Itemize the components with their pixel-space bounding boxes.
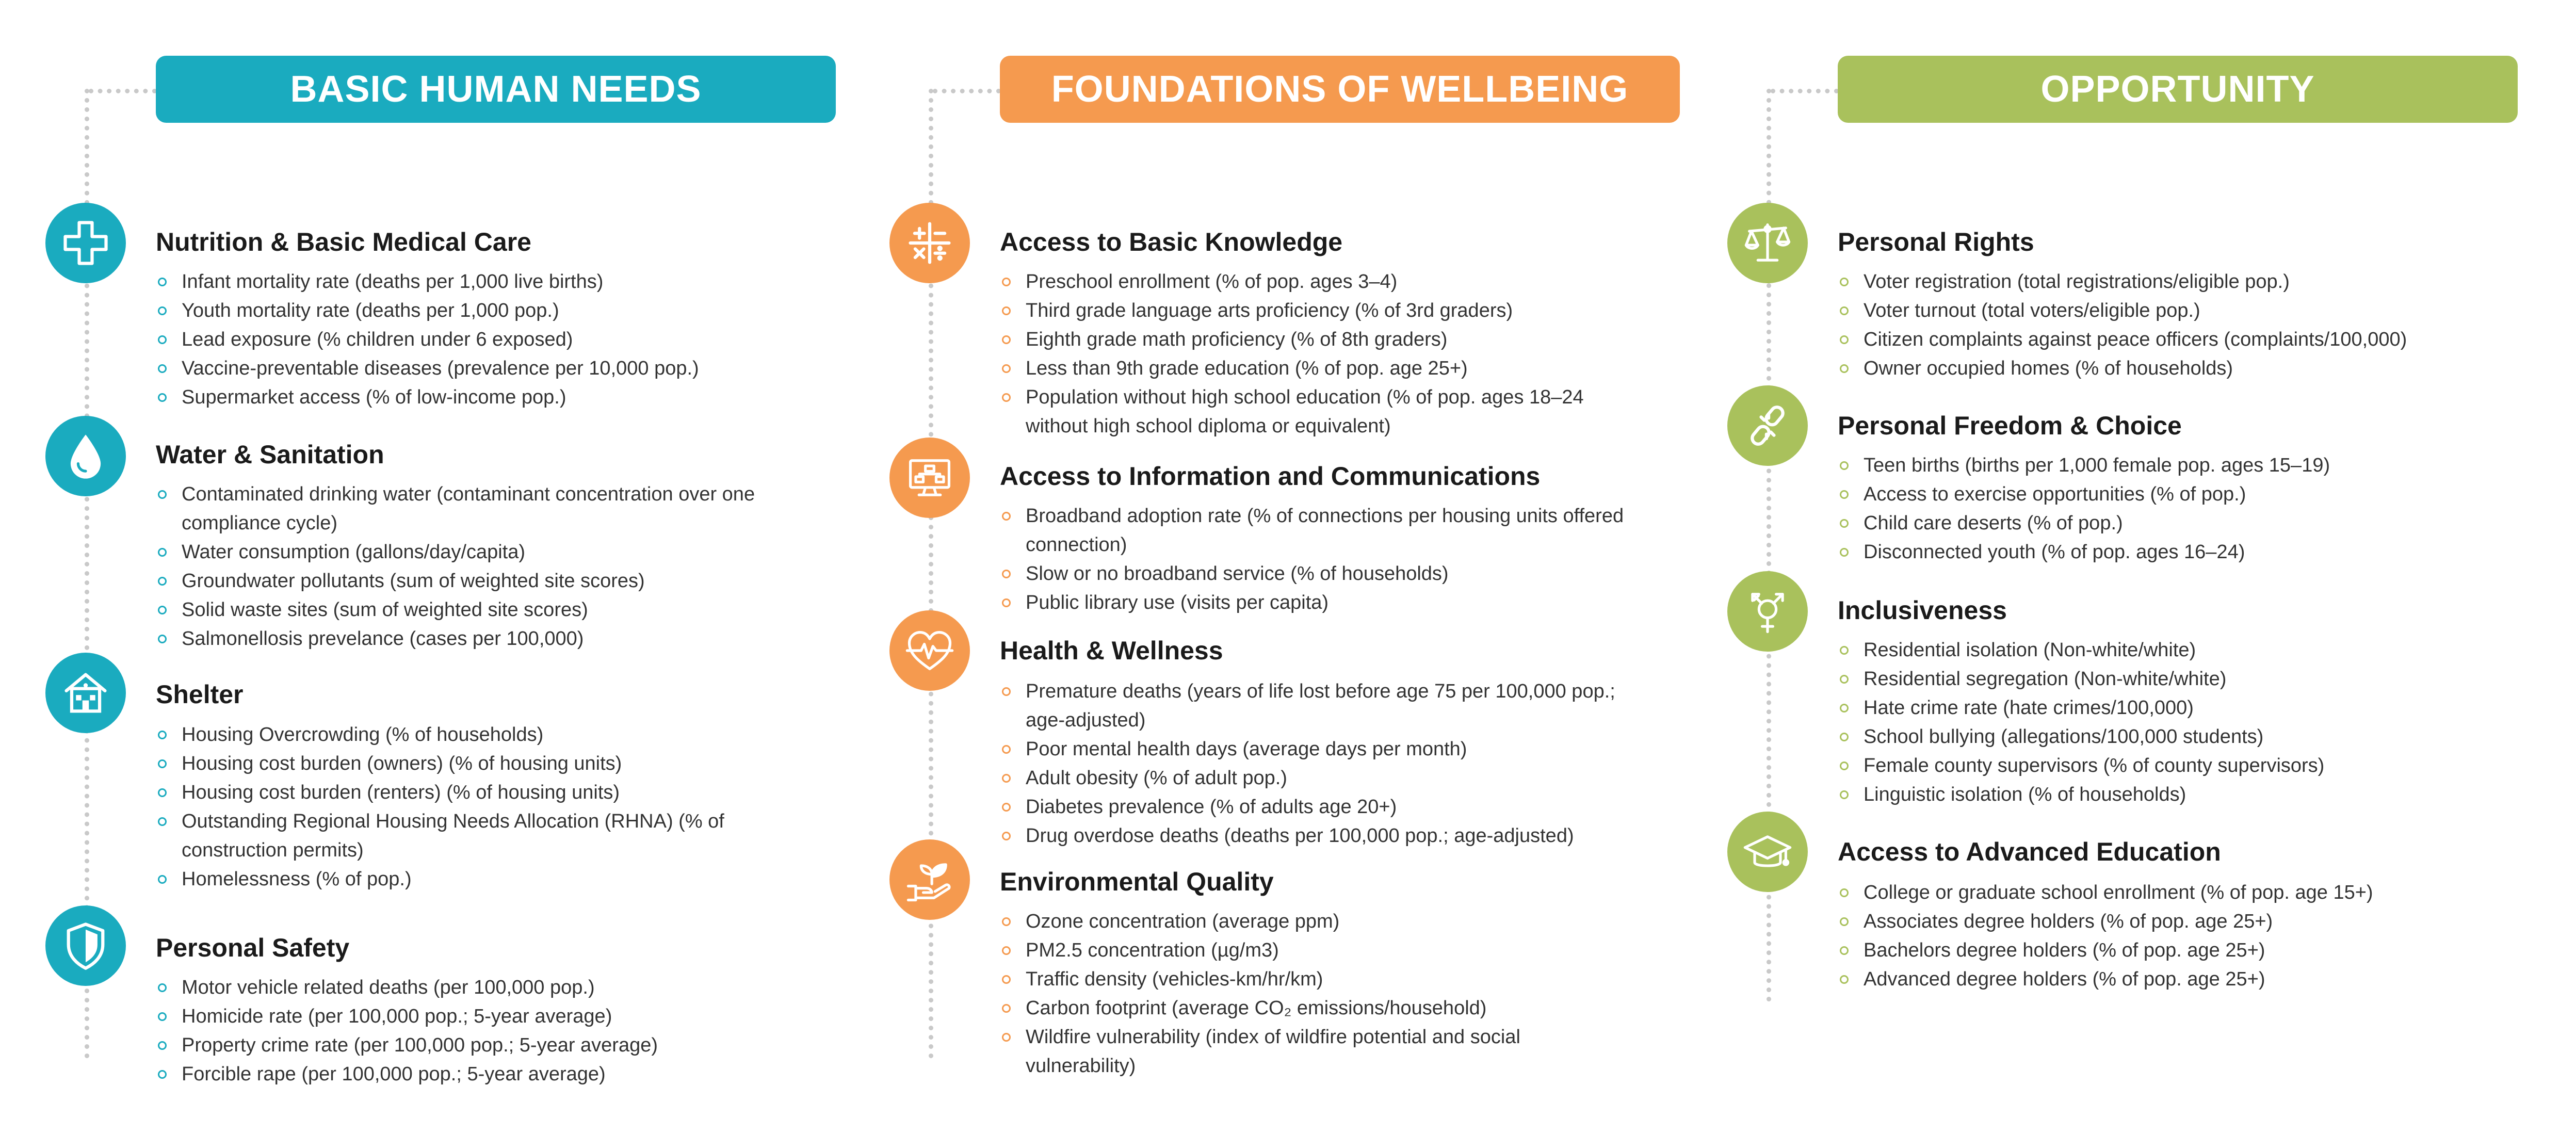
indicator-list bbox=[1838, 451, 2529, 566]
category-title: Personal Freedom & Choice bbox=[1838, 411, 2182, 440]
plant-hand-icon bbox=[889, 839, 970, 920]
indicator-item: Advanced degree holders (% of pop. age 25+) bbox=[1838, 965, 2529, 994]
gender-symbols-icon bbox=[1727, 571, 1808, 652]
indicator-item: Citizen complaints against peace officers (complaints/100,000) bbox=[1838, 325, 2529, 354]
indicator-list bbox=[156, 480, 801, 653]
connector-line bbox=[1771, 89, 1839, 93]
indicator-item: Salmonellosis prevelance (cases per 100,000) bbox=[156, 624, 801, 653]
scales-icon bbox=[1727, 203, 1808, 283]
indicator-item: Eighth grade math proficiency (% of 8th graders) bbox=[1000, 325, 1650, 354]
indicator-list bbox=[156, 267, 847, 412]
indicator-list bbox=[156, 720, 775, 894]
indicator-list bbox=[1000, 677, 1655, 850]
column-banner: FOUNDATIONS OF WELLBEING bbox=[1000, 56, 1680, 123]
indicator-list bbox=[156, 973, 847, 1089]
connector-line bbox=[933, 89, 1001, 93]
indicator-item: Premature deaths (years of life lost before age 75 per 100,000 pop.; age-adjusted) bbox=[1000, 677, 1655, 735]
indicator-list bbox=[1838, 267, 2529, 383]
category-title: Personal Safety bbox=[156, 933, 350, 962]
category-title: Nutrition & Basic Medical Care bbox=[156, 228, 531, 256]
indicator-item: Homicide rate (per 100,000 pop.; 5-year average) bbox=[156, 1002, 847, 1031]
indicator-item: Public library use (visits per capita) bbox=[1000, 588, 1645, 617]
indicator-item: Less than 9th grade education (% of pop. age 25+) bbox=[1000, 354, 1650, 383]
house-icon bbox=[45, 653, 126, 733]
indicator-item: Homelessness (% of pop.) bbox=[156, 865, 775, 894]
indicator-item: Residential segregation (Non-white/white) bbox=[1838, 665, 2529, 693]
indicator-item: Groundwater pollutants (sum of weighted site scores) bbox=[156, 566, 801, 595]
indicator-item: Slow or no broadband service (% of households) bbox=[1000, 559, 1645, 588]
indicator-item: Supermarket access (% of low-income pop.) bbox=[156, 383, 847, 412]
indicator-item: Linguistic isolation (% of households) bbox=[1838, 780, 2529, 809]
category-title: Shelter bbox=[156, 680, 244, 709]
indicator-item: Female county supervisors (% of county supervisors) bbox=[1838, 751, 2529, 780]
category-title: Access to Basic Knowledge bbox=[1000, 228, 1343, 256]
indicator-item: Preschool enrollment (% of pop. ages 3–4) bbox=[1000, 267, 1650, 296]
indicator-list bbox=[1000, 267, 1650, 441]
medical-cross-icon bbox=[45, 203, 126, 283]
connector-line bbox=[89, 89, 157, 93]
category-title: Access to Information and Communications bbox=[1000, 462, 1541, 491]
graduation-cap-icon bbox=[1727, 812, 1808, 892]
indicator-item: Population without high school education (% of pop. ages 18–24 without high school diploma or equivalent) bbox=[1000, 383, 1650, 441]
indicator-item: Traffic density (vehicles-km/hr/km) bbox=[1000, 965, 1583, 994]
indicator-item: College or graduate school enrollment (% of pop. age 15+) bbox=[1838, 878, 2529, 907]
column-banner: OPPORTUNITY bbox=[1838, 56, 2518, 123]
indicator-item: Outstanding Regional Housing Needs Allocation (RHNA) (% of construction permits) bbox=[156, 807, 775, 865]
indicator-item: Hate crime rate (hate crimes/100,000) bbox=[1838, 693, 2529, 722]
indicator-item: Bachelors degree holders (% of pop. age 25+) bbox=[1838, 936, 2529, 965]
indicator-list bbox=[1000, 907, 1583, 1080]
indicator-item: Wildfire vulnerability (index of wildfire potential and social vulnerability) bbox=[1000, 1023, 1583, 1080]
indicator-item: Water consumption (gallons/day/capita) bbox=[156, 538, 801, 566]
indicator-item: Contaminated drinking water (contaminant concentration over one compliance cycle) bbox=[156, 480, 801, 538]
indicator-item: Solid waste sites (sum of weighted site scores) bbox=[156, 595, 801, 624]
broken-chain-icon bbox=[1727, 385, 1808, 466]
indicator-item: Third grade language arts proficiency (% of 3rd graders) bbox=[1000, 296, 1650, 325]
indicator-item: Lead exposure (% children under 6 exposed) bbox=[156, 325, 847, 354]
indicator-item: Property crime rate (per 100,000 pop.; 5-year average) bbox=[156, 1031, 847, 1060]
indicator-item: PM2.5 concentration (µg/m3) bbox=[1000, 936, 1583, 965]
indicator-item: Associates degree holders (% of pop. age 25+) bbox=[1838, 907, 2529, 936]
category-title: Health & Wellness bbox=[1000, 636, 1223, 665]
heart-pulse-icon bbox=[889, 610, 970, 691]
column-opportunity bbox=[1682, 0, 2487, 1134]
indicator-item: Owner occupied homes (% of households) bbox=[1838, 354, 2529, 383]
indicator-item: Infant mortality rate (deaths per 1,000 live births) bbox=[156, 267, 847, 296]
indicator-item: Disconnected youth (% of pop. ages 16–24) bbox=[1838, 538, 2529, 566]
computer-monitor-icon bbox=[889, 438, 970, 518]
indicator-list bbox=[1838, 878, 2529, 994]
indicator-list bbox=[1838, 636, 2529, 809]
water-drop-icon bbox=[45, 416, 126, 496]
indicator-item: Ozone concentration (average ppm) bbox=[1000, 907, 1583, 936]
indicator-item: Voter registration (total registrations/eligible pop.) bbox=[1838, 267, 2529, 296]
indicator-item: Forcible rape (per 100,000 pop.; 5-year average) bbox=[156, 1060, 847, 1089]
indicator-item: School bullying (allegations/100,000 students) bbox=[1838, 722, 2529, 751]
indicator-item: Residential isolation (Non-white/white) bbox=[1838, 636, 2529, 665]
indicator-item: Housing cost burden (owners) (% of housing units) bbox=[156, 749, 775, 778]
indicator-item: Youth mortality rate (deaths per 1,000 pop.) bbox=[156, 296, 847, 325]
category-title: Environmental Quality bbox=[1000, 867, 1274, 896]
category-title: Inclusiveness bbox=[1838, 596, 2007, 625]
indicator-item: Diabetes prevalence (% of adults age 20+) bbox=[1000, 792, 1655, 821]
indicator-item: Housing cost burden (renters) (% of housing units) bbox=[156, 778, 775, 807]
indicator-item: Vaccine-preventable diseases (prevalence per 10,000 pop.) bbox=[156, 354, 847, 383]
indicator-item: Access to exercise opportunities (% of pop.) bbox=[1838, 480, 2529, 509]
indicator-item: Housing Overcrowding (% of households) bbox=[156, 720, 775, 749]
category-title: Access to Advanced Education bbox=[1838, 837, 2221, 866]
category-title: Water & Sanitation bbox=[156, 440, 384, 469]
indicator-item: Broadband adoption rate (% of connections per housing units offered connection) bbox=[1000, 501, 1645, 559]
indicator-item: Carbon footprint (average CO₂ emissions/household) bbox=[1000, 994, 1583, 1023]
column-banner: BASIC HUMAN NEEDS bbox=[156, 56, 836, 123]
column-basic-human-needs bbox=[0, 0, 805, 1134]
indicator-item: Teen births (births per 1,000 female pop. ages 15–19) bbox=[1838, 451, 2529, 480]
indicator-item: Motor vehicle related deaths (per 100,000 pop.) bbox=[156, 973, 847, 1002]
indicator-item: Drug overdose deaths (deaths per 100,000 pop.; age-adjusted) bbox=[1000, 821, 1655, 850]
indicator-item: Poor mental health days (average days per month) bbox=[1000, 735, 1655, 764]
category-title: Personal Rights bbox=[1838, 228, 2034, 256]
shield-icon bbox=[45, 905, 126, 986]
indicator-item: Child care deserts (% of pop.) bbox=[1838, 509, 2529, 538]
indicator-item: Adult obesity (% of adult pop.) bbox=[1000, 764, 1655, 792]
indicator-list bbox=[1000, 501, 1645, 617]
indicator-item: Voter turnout (total voters/eligible pop.) bbox=[1838, 296, 2529, 325]
column-foundations-of-wellbeing bbox=[844, 0, 1649, 1134]
math-symbols-icon bbox=[889, 203, 970, 283]
